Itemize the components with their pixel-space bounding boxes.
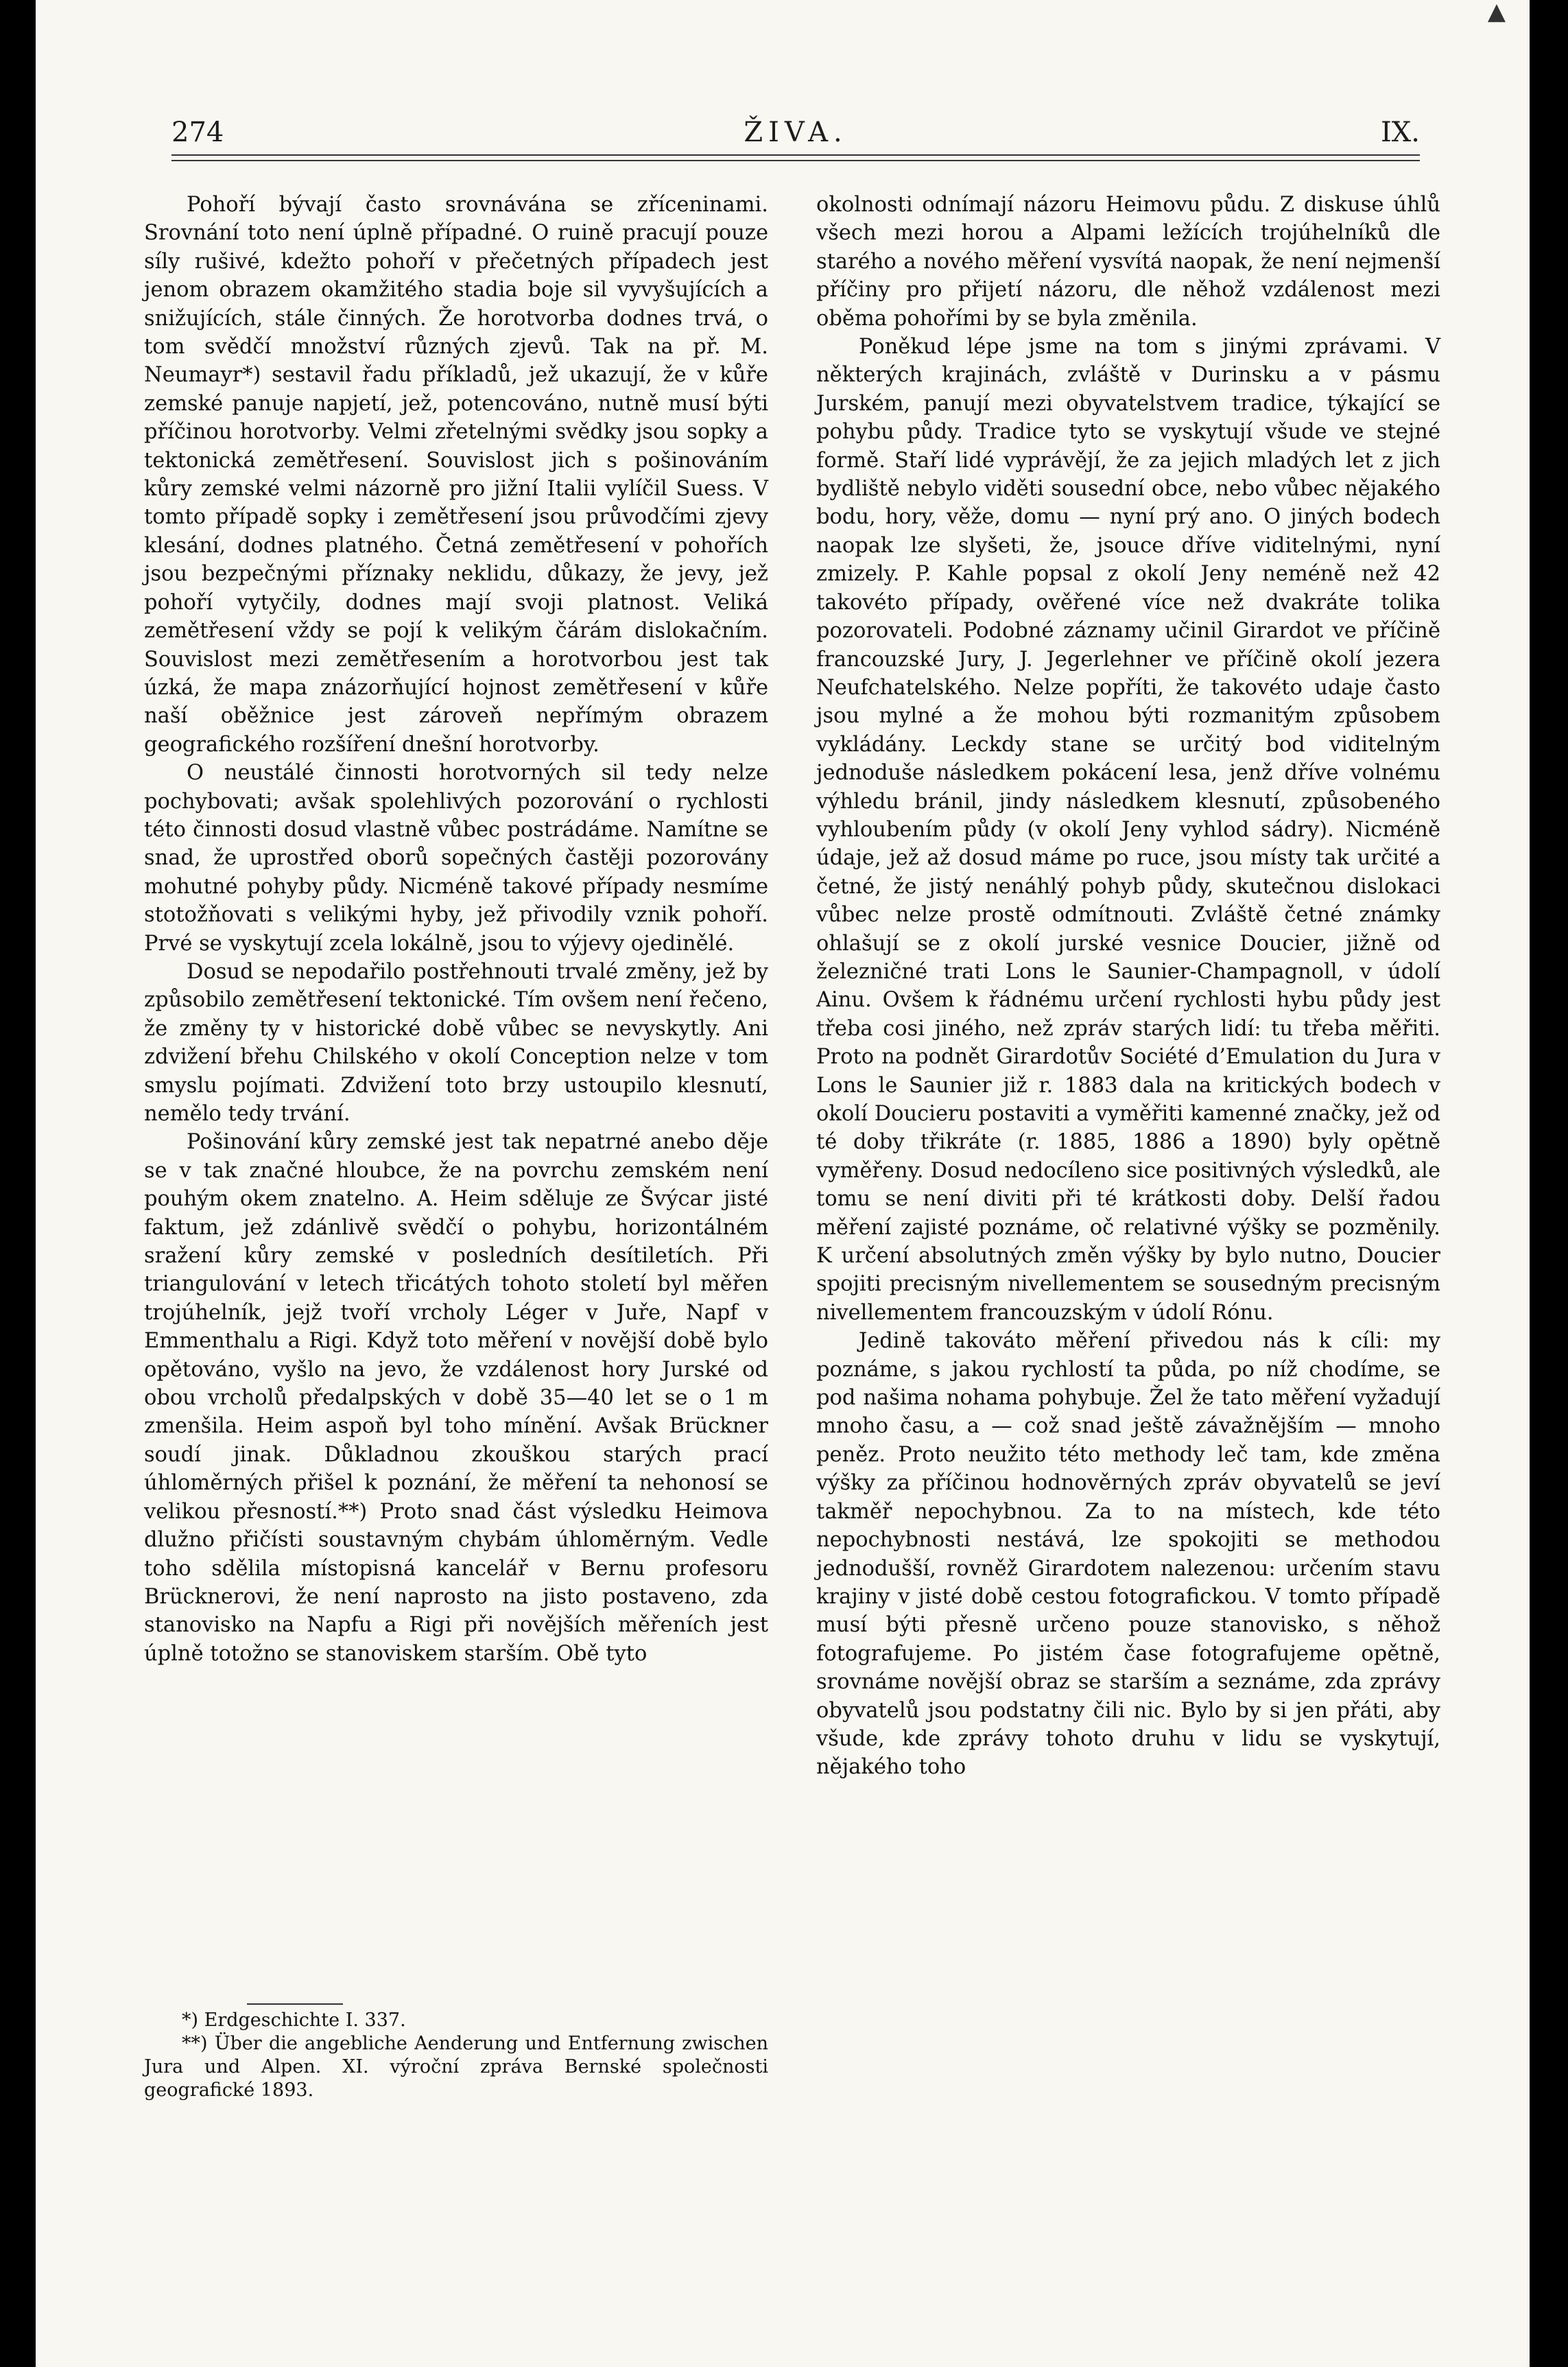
- journal-title: ŽIVA.: [744, 117, 848, 148]
- footnote: **) Über die angebliche Aenderung und Entfernung zwischen Jura und Alpen. XI. výroční zpráva Bernské společnosti geografické 1893.: [144, 2033, 768, 2101]
- paragraph: Pohoří bývají často srovnávána se zříceninami. Srovnání toto není úplně případné. O ruině pracují pouze síly rušivé, kdežto pohoří v přečetných případech jest jenom obrazem okamžitého stadia boje sil vyvyšujících a snižujících, stále činných. Že horotvorba dodnes trvá, o tom svědčí množství různých zjevů. Tak na př. M. Neumayr*) sestavil řadu příkladů, jež ukazují, že v kůře zemské panuje napjetí, jež, potencováno, nutně musí býti příčinou horotvorby. Velmi zřetelnými svědky jsou sopky a tektonická zemětřesení. Souvislost jich s pošinováním kůry zemské velmi názorně pro jižní Italii vylíčil Suess. V tomto případě sopky i zemětřesení jsou průvodčími zjevy klesání, dodnes platného. Četná zemětřesení v pohořích jsou bezpečnými příznaky neklidu, důkazy, že jevy, jež pohoří vytyčily, dodnes mají svoji platnost. Veliká zemětřesení vždy se pojí k velikým čárám dislokačním. Souvislost mezi zemětřesením a horotvorbou jest tak úzká, že mapa znázorňující hojnost zemětřesení v kůře naší oběžnice jest zároveň nepřímým obrazem geografického rozšíření dnešní horotvorby.: [144, 193, 768, 757]
- scan-margin-mark: ▲: [1487, 0, 1506, 25]
- paragraph: O neustálé činnosti horotvorných sil tedy nelze pochybovati; avšak spolehlivých pozorování o rychlosti této činnosti dosud vlastně vůbec postrádáme. Namítne se snad, že uprostřed oborů sopečných častěji pozorovány mohutné pohyby půdy. Nicméně takové případy nesmíme stotožňovati s velikými hyby, jež přivodily vznik pohoří. Prvé se vyskytují zcela lokálně, jsou to výjevy ojedinělé.: [144, 761, 768, 956]
- footnotes: [144, 2009, 768, 2102]
- footnote-rule: [247, 2003, 343, 2005]
- paragraph: Dosud se nepodařilo postřehnouti trvalé změny, jež by způsobilo zemětřesení tektonické. Tím ovšem není řečeno, že změny ty v historické době vůbec se nevyskytly. Ani zdvižení břehu Chilského v okolí Conception nelze v tom smyslu pojímati. Zdvižení toto brzy ustoupilo klesnutí, nemělo tedy trvání.: [144, 959, 768, 1126]
- page-number: 274: [171, 117, 224, 148]
- header-double-rule: [171, 154, 1420, 161]
- paragraph: Poněkud lépe jsme na tom s jinými zprávami. V některých krajinách, zvláště v Durinsku a v pásmu Jurském, panují mezi obyvatelstvem tradice, týkající se pohybu půdy. Tradice tyto se vyskytují všude ve stejné formě. Staří lidé vyprávějí, že za jejich mladých let z jich bydliště nebylo viděti sousední obce, nebo vůbec nějakého bodu, hory, věže, domu — nyní prý ano. O jiných bodech naopak lze slyšeti, že, jsouce dříve viditelnými, nyní zmizely. P. Kahle popsal z okolí Jeny neméně než 42 takovéto případy, ověřené více než dvakráte tolika pozorovateli. Podobné záznamy učinil Girardot ve příčině francouzské Jury, J. Jegerlehner ve příčině okolí jezera Neufchatelského. Nelze popříti, že takovéto udaje často jsou mylné a že mohou býti rozmanitým způsobem vykládány. Leckdy stane se určitý bod viditelným jednoduše následkem pokácení lesa, jenž dříve volnému výhledu bránil, jindy následkem klesnutí, způsobeného vyhloubením půdy (v okolí Jeny vyhlod sádry). Nicméně údaje, jež až dosud máme po ruce, jsou místy tak určité a četné, že jistý nenáhlý pohyb půdy, skutečnou dislokaci vůbec nelze prostě odmítnouti. Zvláště četné známky ohlašují se z okolí jurské vesnice Doucier, jižně od železničné trati Lons le Saunier-Champagnoll, v údolí Ainu. Ovšem k řádnému určení rychlosti hybu půdy jest třeba cosi jiného, než zpráv starých lidí: tu třeba měřiti. Proto na podnět Girardotův Société d’Emulation du Jura v Lons le Saunier již r. 1883 dala na kritických bodech v okolí Doucieru postaviti a vyměřiti kamenné značky, jež od té doby třikráte (r. 1885, 1886 a 1890) byly opětně vyměřeny. Dosud nedocíleno sice positivných výsledků, ale tomu se není diviti při té krátkosti doby. Delší řadou měření zajisté poznáme, oč relativné výšky se pozměnily. K určení absolutných změn výšky by bylo nutno, Doucier spojiti precisným nivellementem se sousedným precisným nivellementem francouzským v údolí Rónu.: [816, 335, 1440, 1325]
- paragraph-continued: okolnosti odnímají názoru Heimovu půdu. Z diskuse úhlů všech mezi horou a Alpami ležících trojúhelníků dle starého a nového měření vysvítá naopak, že není nejmenší příčiny pro přijetí názoru, dle něhož vzdálenost mezi oběma pohořími by se byla změnila.: [816, 193, 1440, 331]
- right-column: [816, 191, 1440, 1782]
- volume-number: IX.: [1381, 117, 1420, 148]
- paragraph: Jedině takováto měření přivedou nás k cíli: my poznáme, s jakou rychlostí ta půda, po níž chodíme, se pod našima nohama pohybuje. Žel že tato měření vyžadují mnoho času, a — což snad ještě závažnějším — mnoho peněz. Proto neužito této methody leč tam, kde změna výšky za příčinou hodnověrných zpráv obyvatelů se jeví takměř nepochybnou. Za to na místech, kde této nepochybnosti nestává, lze spokojiti se methodou jednodušší, rovněž Girardotem nalezenou: určením stavu krajiny v jisté době cestou fotografickou. V tomto případě musí býti přesně určeno pouze stanovisko, s něhož fotografujeme. Po jistém čase fotografujeme opětně, srovnáme novější obraz se starším a seznáme, zda zprávy obyvatelů jsou podstatny čili nic. Bylo by si jen přáti, aby všude, kde zprávy tohoto druhu v lidu se vyskytují, nějakého toho: [816, 1329, 1440, 1780]
- left-column: [144, 191, 768, 1668]
- footnote: *) Erdgeschichte I. 337.: [182, 2010, 406, 2031]
- paragraph: Pošinování kůry zemské jest tak nepatrné anebo děje se v tak značné hloubce, že na povrchu zemském není pouhým okem znatelno. A. Heim sděluje ze Švýcar jisté faktum, jež zdánlivě svědčí o pohybu, horizontálném sražení kůry zemské v posledních desítiletích. Při triangulování v letech třicátých tohoto století byl měřen trojúhelník, jejž tvoří vrcholy Léger v Juře, Napf v Emmenthalu a Rigi. Když toto měření v novější době bylo opětováno, vyšlo na jevo, že vzdálenost hory Jurské od obou vrcholů předalpských v době 35—40 let se o 1 m zmenšila. Heim aspoň byl toho mínění. Avšak Brückner soudí jinak. Důkladnou zkouškou starých prací úhloměrných přišel k poznání, že měření ta nehonosí se velikou přesností.**) Proto snad část výsledku Heimova dlužno přičísti soustavným chybám úhloměrným. Vedle toho sdělila místopisná kancelář v Bernu profesoru Brücknerovi, že není naprosto na jisto postaveno, zda stanovisko na Napfu a Rigi při novějších měřeních jest úplně totožno se stanoviskem starším. Obě tyto: [144, 1130, 768, 1666]
- running-header: [171, 103, 1420, 158]
